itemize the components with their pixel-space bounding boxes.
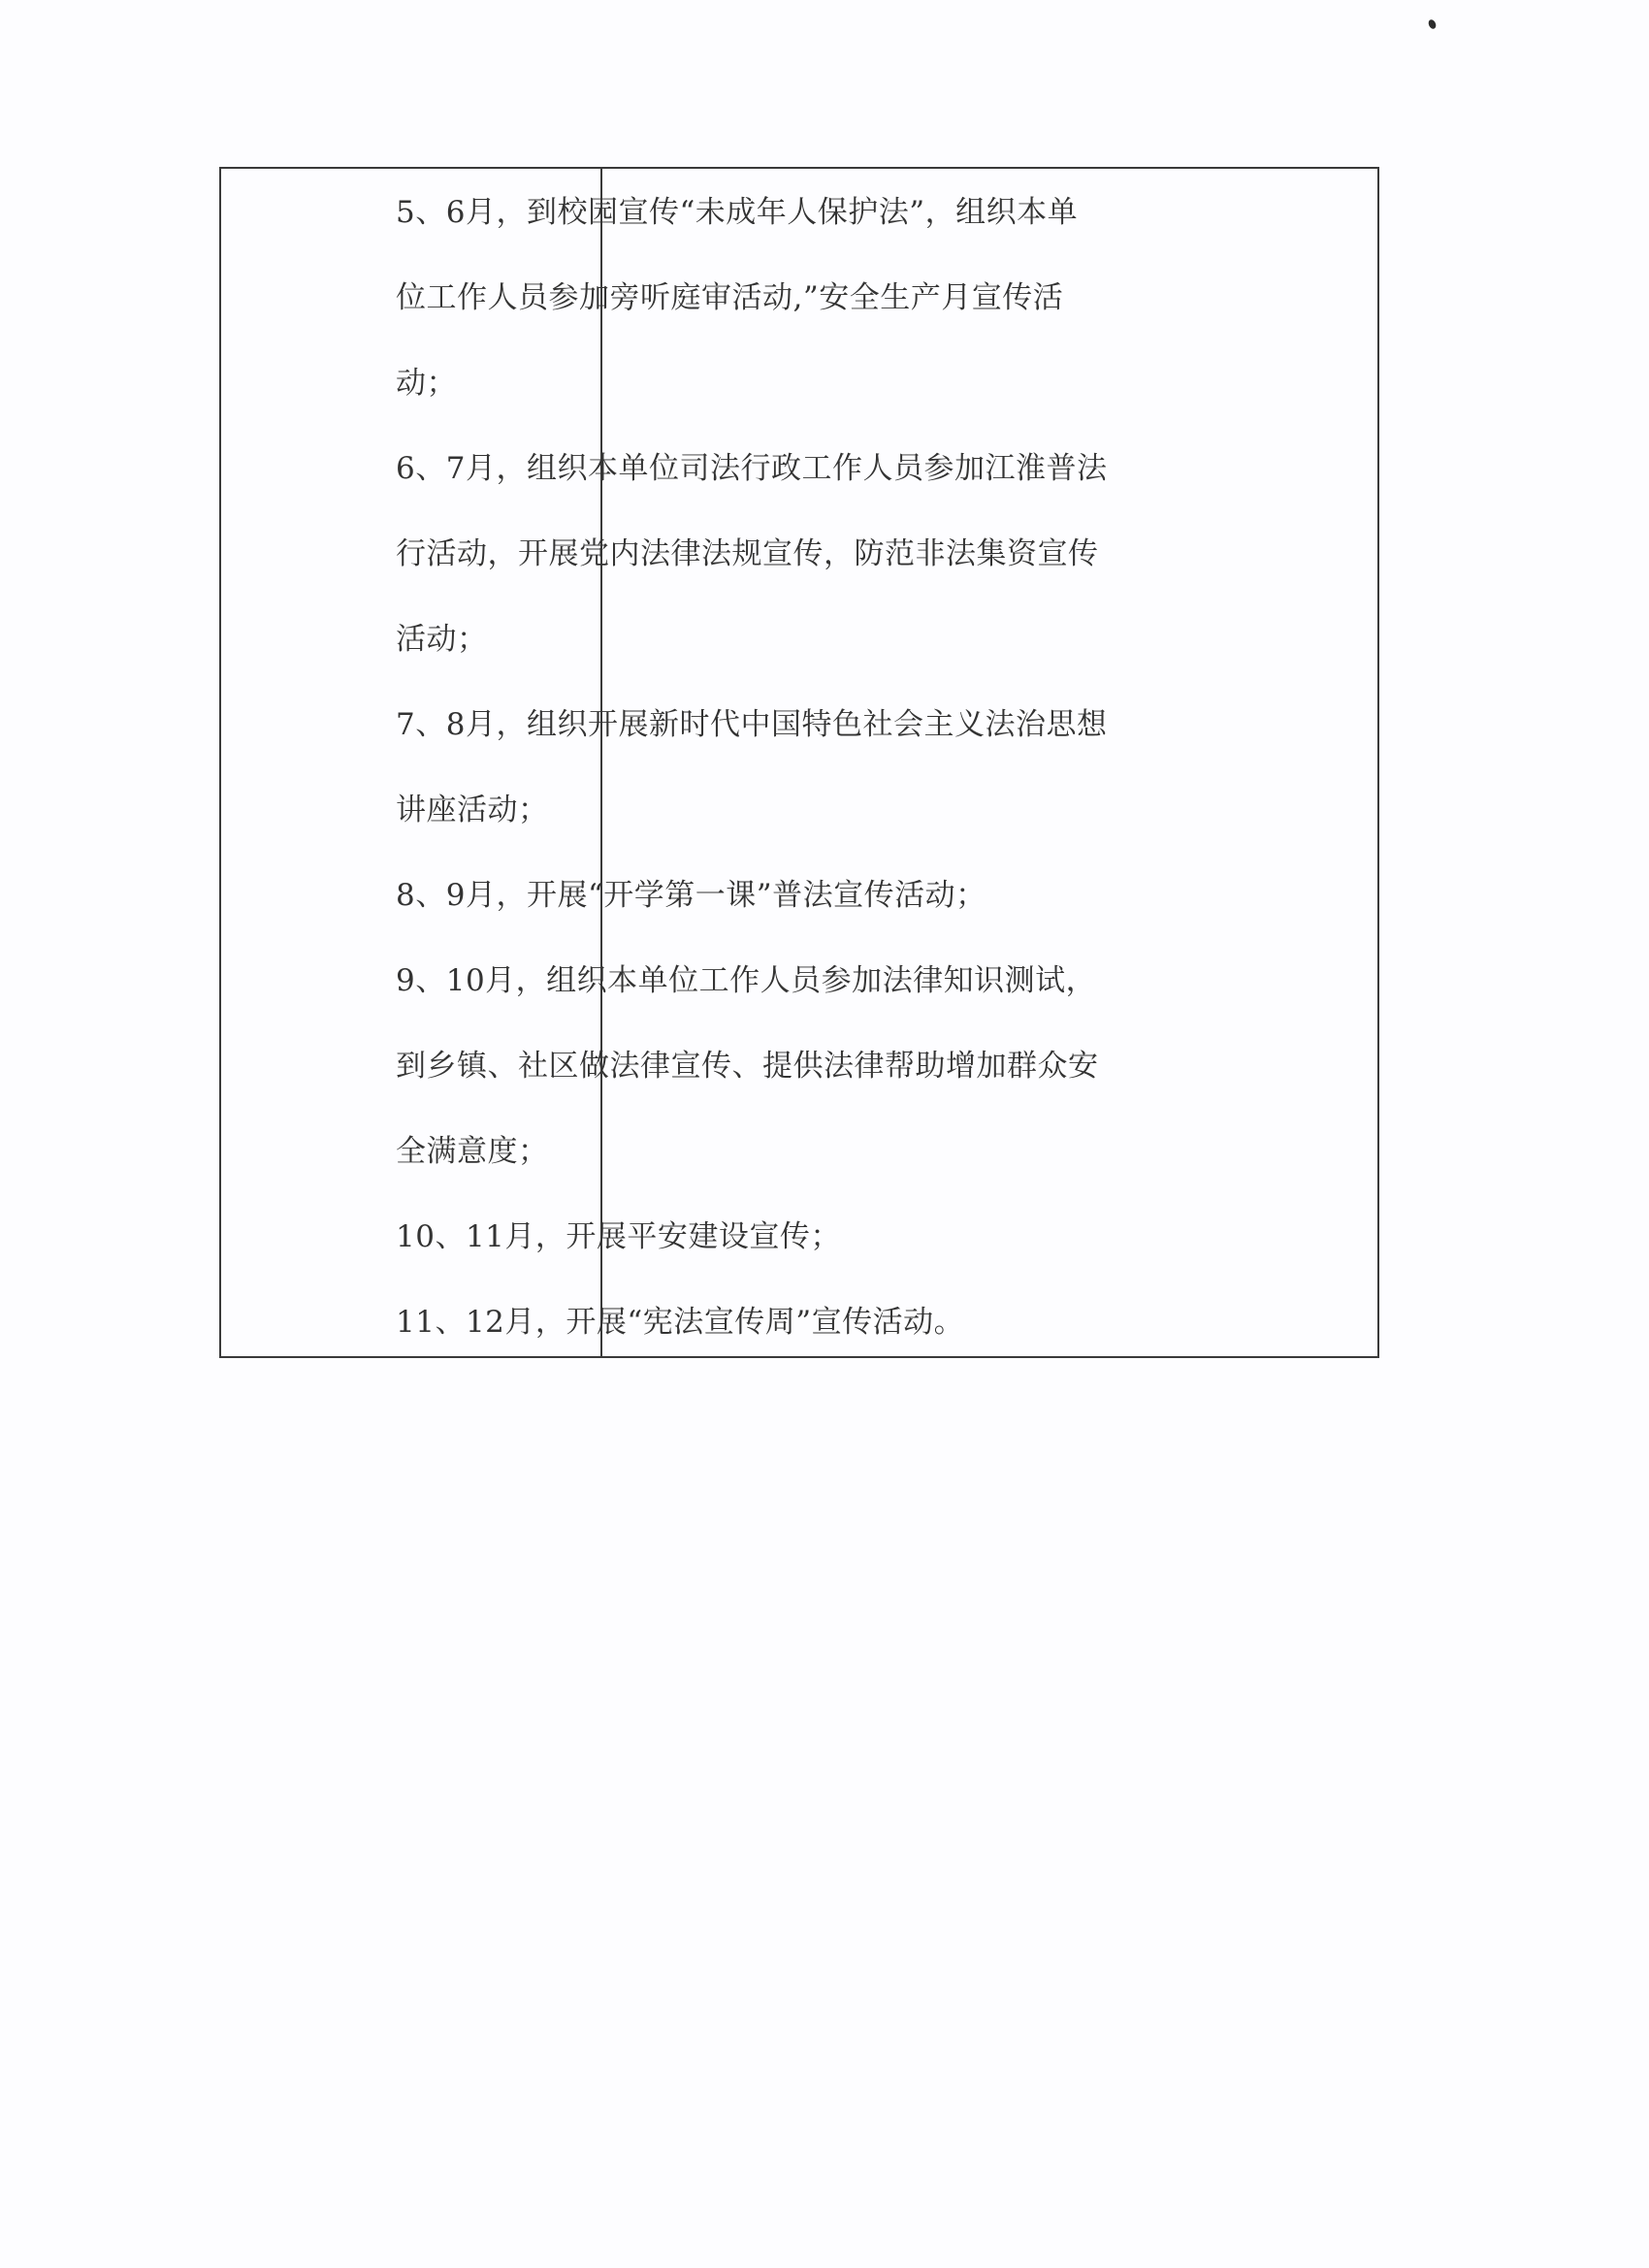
activity-line: 全满意度； bbox=[396, 1134, 549, 1169]
activity-line: 10、11月，开展平安建设宣传； bbox=[396, 1219, 841, 1254]
activity-line: 8、9月，开展“开学第一课”普法宣传活动； bbox=[396, 878, 986, 913]
activity-line: 7、8月，组织开展新时代中国特色社会主义法治思想 bbox=[396, 707, 1108, 742]
activity-line: 行活动，开展党内法律法规宣传，防范非法集资宣传 bbox=[396, 536, 1099, 571]
scan-speck bbox=[1427, 18, 1438, 30]
activity-line: 活动； bbox=[396, 622, 488, 657]
activity-line: 到乡镇、社区做法律宣传、提供法律帮助增加群众安 bbox=[396, 1049, 1099, 1084]
activity-line: 位工作人员参加旁听庭审活动,”安全生产月宣传活 bbox=[396, 280, 1064, 315]
activity-line: 动； bbox=[396, 366, 457, 401]
activity-line: 6、7月，组织本单位司法行政工作人员参加江淮普法 bbox=[396, 451, 1108, 486]
activity-line: 9、10月，组织本单位工作人员参加法律知识测试， bbox=[396, 963, 1097, 998]
activity-line: 11、12月，开展“宪法宣传周”宣传活动。 bbox=[396, 1305, 965, 1340]
activity-line: 讲座活动； bbox=[396, 793, 549, 827]
activity-line: 5、6月，到校园宣传“未成年人保护法”，组织本单 bbox=[396, 195, 1079, 230]
